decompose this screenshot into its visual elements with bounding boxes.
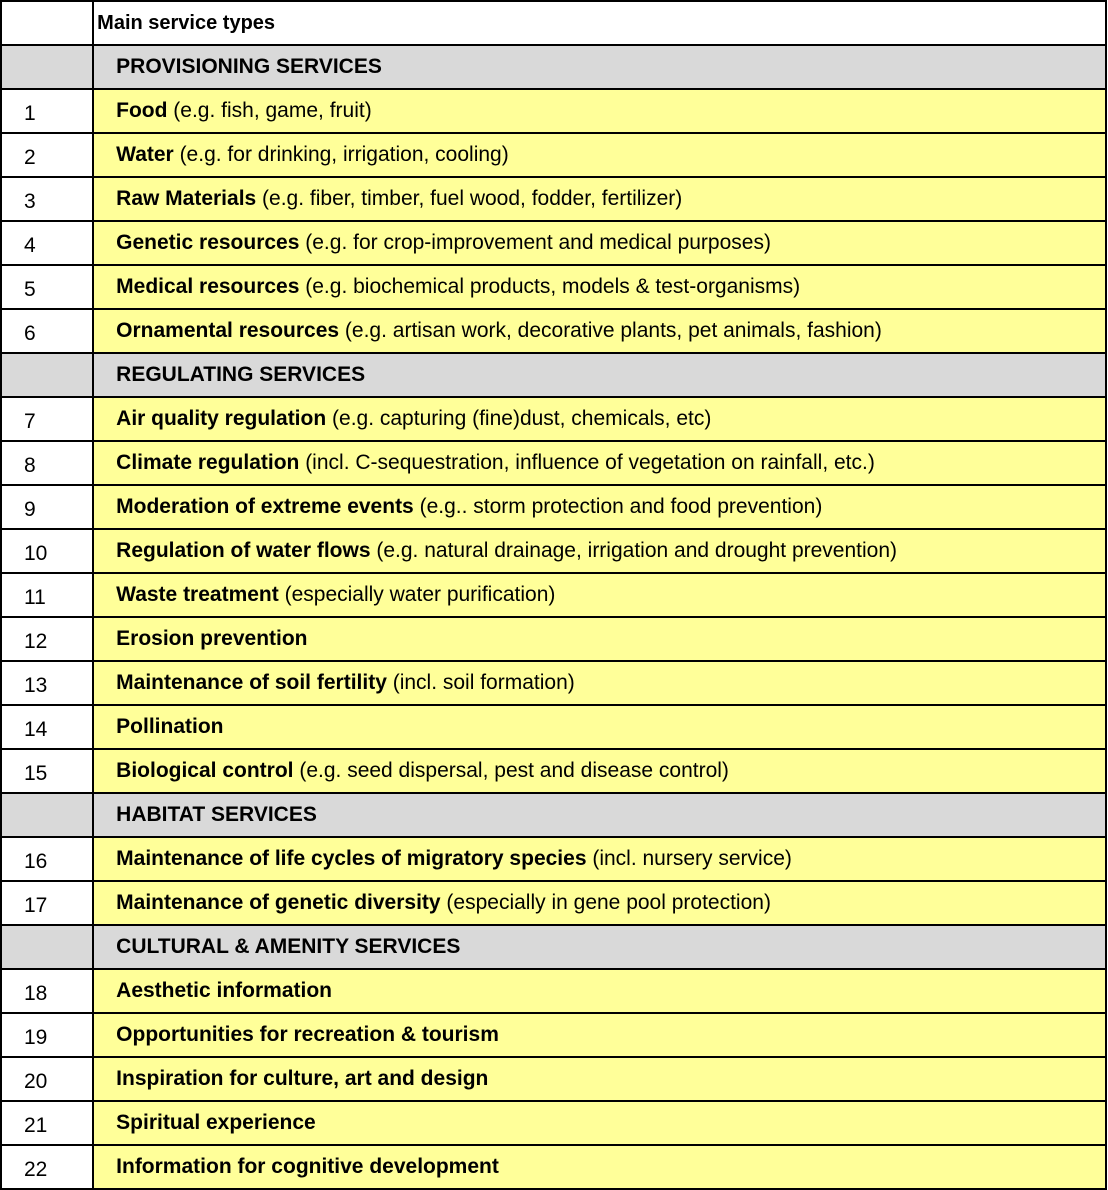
row-description-cell[interactable] — [93, 89, 1106, 133]
service-detail: (incl. soil formation) — [386, 671, 575, 694]
table-row — [1, 89, 1106, 133]
row-description-cell[interactable] — [93, 397, 1106, 441]
service-detail: (e.g. for crop-improvement and medical purposes) — [299, 231, 771, 254]
row-description-cell[interactable] — [93, 265, 1106, 309]
service-detail: (e.g. fiber, timber, fuel wood, fodder, fertilizer) — [256, 187, 683, 210]
section-number-cell[interactable] — [1, 45, 93, 89]
row-description-cell[interactable] — [93, 837, 1106, 881]
header-row — [1, 1, 1106, 45]
row-description-cell[interactable] — [93, 441, 1106, 485]
service-detail: (incl. C-sequestration, influence of vegetation on rainfall, etc.) — [299, 451, 875, 474]
table-row — [1, 1013, 1106, 1057]
row-number-cell[interactable]: 21 — [1, 1101, 93, 1145]
table-row — [1, 881, 1106, 925]
row-number-cell[interactable]: 2 — [1, 133, 93, 177]
service-name: Moderation of extreme events — [116, 495, 414, 518]
service-name: Opportunities for recreation & tourism — [116, 1023, 499, 1046]
service-detail: (e.g. seed dispersal, pest and disease control) — [293, 759, 729, 782]
section-row — [1, 793, 1106, 837]
section-row — [1, 353, 1106, 397]
row-description-cell[interactable] — [93, 1057, 1106, 1101]
table-row — [1, 309, 1106, 353]
row-description-cell[interactable] — [93, 1101, 1106, 1145]
service-name: Air quality regulation — [116, 407, 327, 430]
section-title-cell[interactable]: PROVISIONING SERVICES — [93, 45, 1106, 89]
table-row — [1, 749, 1106, 793]
table-row — [1, 265, 1106, 309]
row-number-cell[interactable]: 14 — [1, 705, 93, 749]
service-detail: (especially water purification) — [278, 583, 556, 606]
table-row — [1, 705, 1106, 749]
section-number-cell[interactable] — [1, 353, 93, 397]
service-detail: (especially in gene pool protection) — [440, 891, 771, 914]
table-row — [1, 177, 1106, 221]
table-row — [1, 1145, 1106, 1189]
row-description-cell[interactable] — [93, 705, 1106, 749]
service-detail: (e.g.. storm protection and food prevention) — [413, 495, 823, 518]
row-description-cell[interactable] — [93, 485, 1106, 529]
service-detail: (e.g. biochemical products, models & test-organisms) — [299, 275, 801, 298]
service-name: Spiritual experience — [116, 1111, 316, 1134]
row-number-cell[interactable]: 17 — [1, 881, 93, 925]
row-number-cell[interactable]: 8 — [1, 441, 93, 485]
header-number-cell[interactable] — [1, 1, 93, 45]
table-row — [1, 133, 1106, 177]
service-name: Raw Materials — [116, 187, 257, 210]
section-row — [1, 925, 1106, 969]
row-number-cell[interactable]: 11 — [1, 573, 93, 617]
table-row — [1, 485, 1106, 529]
table-row — [1, 1057, 1106, 1101]
row-number-cell[interactable]: 1 — [1, 89, 93, 133]
row-number-cell[interactable]: 6 — [1, 309, 93, 353]
row-description-cell[interactable] — [93, 573, 1106, 617]
row-number-cell[interactable]: 4 — [1, 221, 93, 265]
service-name: Climate regulation — [116, 451, 300, 474]
table-row — [1, 617, 1106, 661]
row-description-cell[interactable] — [93, 309, 1106, 353]
row-number-cell[interactable]: 5 — [1, 265, 93, 309]
row-number-cell[interactable]: 10 — [1, 529, 93, 573]
section-title-cell[interactable]: HABITAT SERVICES — [93, 793, 1106, 837]
table-row — [1, 573, 1106, 617]
service-detail: (incl. nursery service) — [586, 847, 792, 870]
table-row — [1, 837, 1106, 881]
service-detail: (e.g. natural drainage, irrigation and drought prevention) — [370, 539, 898, 562]
row-number-cell[interactable]: 15 — [1, 749, 93, 793]
row-number-cell[interactable]: 13 — [1, 661, 93, 705]
row-description-cell[interactable] — [93, 881, 1106, 925]
table-row — [1, 661, 1106, 705]
row-description-cell[interactable] — [93, 221, 1106, 265]
header-title-cell[interactable]: Main service types — [93, 1, 1106, 45]
row-description-cell[interactable] — [93, 969, 1106, 1013]
service-name: Maintenance of life cycles of migratory species — [116, 847, 587, 870]
row-number-cell[interactable]: 7 — [1, 397, 93, 441]
table-row — [1, 529, 1106, 573]
table-row — [1, 969, 1106, 1013]
row-number-cell[interactable]: 19 — [1, 1013, 93, 1057]
row-number-cell[interactable]: 3 — [1, 177, 93, 221]
service-name: Information for cognitive development — [116, 1155, 499, 1178]
service-name: Water — [116, 143, 174, 166]
section-number-cell[interactable] — [1, 925, 93, 969]
table-row — [1, 1101, 1106, 1145]
row-number-cell[interactable]: 12 — [1, 617, 93, 661]
service-name: Waste treatment — [116, 583, 279, 606]
service-detail: (e.g. fish, game, fruit) — [167, 99, 372, 122]
table-row — [1, 441, 1106, 485]
section-title-cell[interactable]: REGULATING SERVICES — [93, 353, 1106, 397]
table-row — [1, 397, 1106, 441]
service-name: Ornamental resources — [116, 319, 340, 342]
service-name: Maintenance of soil fertility — [116, 671, 387, 694]
service-name: Medical resources — [116, 275, 300, 298]
service-name: Biological control — [116, 759, 294, 782]
service-name: Erosion prevention — [116, 627, 308, 650]
service-name: Food — [116, 99, 168, 122]
service-name: Maintenance of genetic diversity — [116, 891, 441, 914]
row-description-cell[interactable] — [93, 177, 1106, 221]
row-number-cell[interactable]: 22 — [1, 1145, 93, 1189]
service-detail: (e.g. for drinking, irrigation, cooling) — [173, 143, 509, 166]
row-description-cell[interactable] — [93, 661, 1106, 705]
service-detail: (e.g. capturing (fine)dust, chemicals, etc) — [326, 407, 712, 430]
row-description-cell[interactable] — [93, 617, 1106, 661]
service-name: Regulation of water flows — [116, 539, 371, 562]
section-title-cell[interactable]: CULTURAL & AMENITY SERVICES — [93, 925, 1106, 969]
row-number-cell[interactable]: 9 — [1, 485, 93, 529]
row-number-cell[interactable]: 18 — [1, 969, 93, 1013]
section-number-cell[interactable] — [1, 793, 93, 837]
table-body — [1, 1, 1106, 1189]
table-row — [1, 221, 1106, 265]
row-description-cell[interactable] — [93, 529, 1106, 573]
row-description-cell[interactable] — [93, 749, 1106, 793]
row-description-cell[interactable] — [93, 133, 1106, 177]
row-number-cell[interactable]: 16 — [1, 837, 93, 881]
service-detail: (e.g. artisan work, decorative plants, pet animals, fashion) — [339, 319, 882, 342]
service-name: Aesthetic information — [116, 979, 333, 1002]
row-description-cell[interactable] — [93, 1145, 1106, 1189]
service-name: Genetic resources — [116, 231, 300, 254]
row-description-cell[interactable] — [93, 1013, 1106, 1057]
service-name: Inspiration for culture, art and design — [116, 1067, 489, 1090]
row-number-cell[interactable]: 20 — [1, 1057, 93, 1101]
service-name: Pollination — [116, 715, 224, 738]
section-row — [1, 45, 1106, 89]
